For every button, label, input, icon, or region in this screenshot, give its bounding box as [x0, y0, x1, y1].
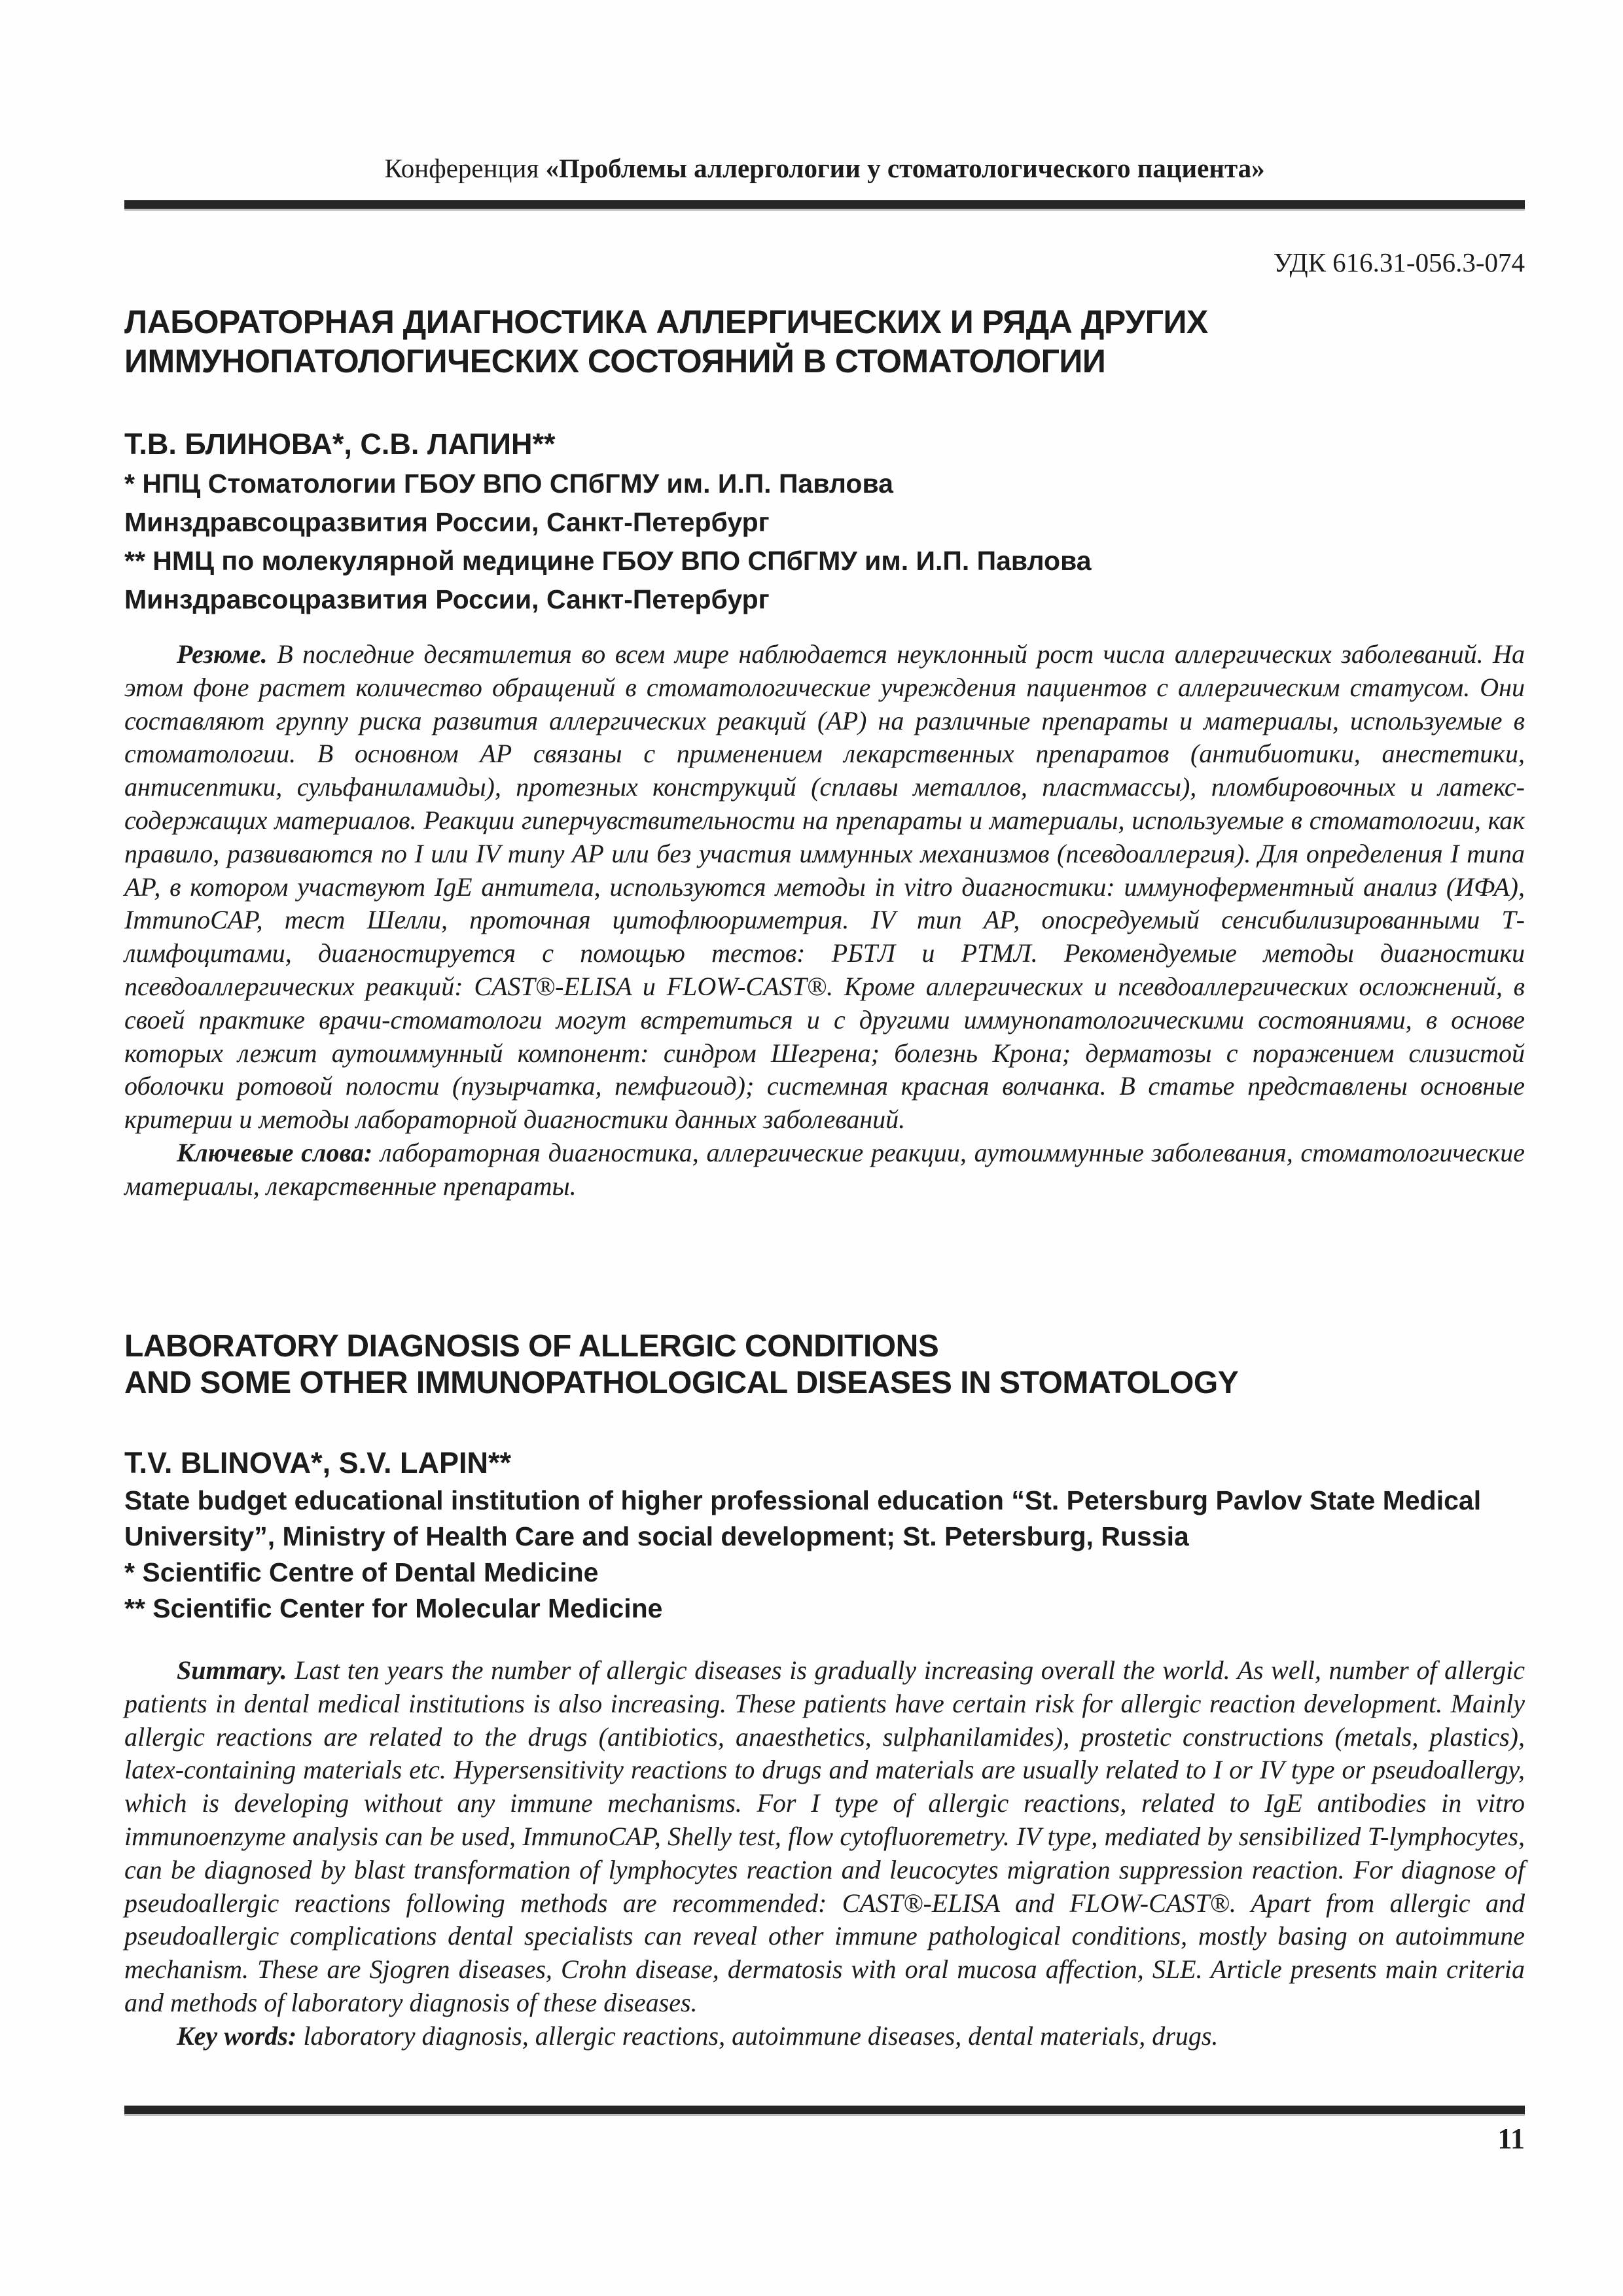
conference-label: Конференция	[384, 153, 539, 183]
keywords-ru-paragraph	[124, 1137, 1525, 1203]
affiliation-en-note2: ** Scientific Center for Molecular Medicine	[124, 1593, 663, 1623]
keywords-en-label: Key words:	[177, 2021, 297, 2051]
affiliation-ru-line4: Минздравсоцразвития России, Санкт-Петербург	[124, 584, 770, 614]
abstract-ru-label: Резюме.	[177, 639, 268, 669]
article-title-ru-line2: ИММУНОПАТОЛОГИЧЕСКИХ СОСТОЯНИЙ В СТОМАТОЛОГИИ	[124, 343, 1106, 380]
header-rule	[124, 200, 1525, 211]
article-title-ru	[124, 302, 1525, 381]
authors-ru: Т.В. БЛИНОВА*, С.В. ЛАПИН**	[124, 427, 556, 461]
page-number: 11	[1497, 2123, 1525, 2155]
abstract-ru-text: В последние десятилетия во всем мире наблюдается неуклонный рост числа аллергических заболеваний. На этом фоне растет количество обращений в стоматологические учреждения пациентов с аллергическим статусом. Они составляют группу риска развития аллергических реакций (АР) на различные препараты и материалы, используемые в стоматологии. В основном АР связаны с применением лекарственных препаратов (антибиотики, анестетики, антисептики, сульфаниламиды), протезных конструкций (сплавы металлов, пластмассы), пломбировочных и латекс-содержащих материалов. Реакции гиперчувствительности на препараты и материалы, используемые в стоматологии, как правило, развиваются по I или IV типу АР или без участия иммунных механизмов (псевдоаллергия). Для определения I типа АР, в котором участвуют IgE антитела, используются методы in vitro диагностики: иммуноферментный анализ (ИФА), ImmunoCAP, тест Шелли, проточная цитофлюориметрия. IV тип АР, опосредуемый сенсибилизированными Т-лимфоцитами, диагностируется с помощью тестов: РБТЛ и РТМЛ. Рекомендуемые методы диагностики псевдоаллергических реакций: CAST®-ELISA и FLOW-CAST®. Кроме аллергических и псевдоаллергических осложнений, в своей практике врачи-стоматологи могут встретиться и с другими иммунопатологическими состояниями, в основе которых лежит аутоиммунный компонент: синдром Шегрена; болезнь Крона; дерматозы с поражением слизистой оболочки ротовой полости (пузырчатка, пемфигоид); системная красная волчанка. В статье представлены основные критерии и методы лабораторной диагностики данных заболеваний.	[124, 639, 1525, 1135]
affiliation-en-note1: * Scientific Centre of Dental Medicine	[124, 1557, 599, 1587]
authors-en: T.V. BLINOVA*, S.V. LAPIN**	[124, 1446, 511, 1479]
conference-title: «Проблемы аллергологии у стоматологического пациента»	[545, 153, 1265, 183]
summary-en-label: Summary.	[177, 1655, 287, 1685]
authors-block-en	[124, 1443, 1525, 1627]
affiliation-ru-line3: ** НМЦ по молекулярной медицине ГБОУ ВПО СПбГМУ им. И.П. Павлова	[124, 546, 1092, 576]
authors-block-ru	[124, 424, 1525, 619]
keywords-en-text: laboratory diagnosis, allergic reactions, autoimmune diseases, dental materials, drugs.	[303, 2021, 1219, 2051]
summary-en-text: Last ten years the number of allergic diseases is gradually increasing overall the world. As well, number of allergic patients in dental medical institutions is also increasing. These patients have certain risk for allergic reaction development. Mainly allergic reactions are related to the drugs (antibiotics, anaesthetics, sulphanilamides), prostetic constructions (metals, plastics), latex-containing materials etc. Hypersensitivity reactions to drugs and materials are usually related to I or IV type or pseudoallergy, which is developing without any immune mechanisms. For I type of allergic reactions, related to IgE antibodies in vitro immunoenzyme analysis can be used, ImmunoCAP, Shelly test, flow cytofluoremetry. IV type, mediated by sensibilized T-lymphocytes, can be diagnosed by blast transformation of lymphocytes reaction and leucocytes migration suppression reaction. For diagnose of pseudoallergic reactions following methods are recommended: CAST®-ELISA and FLOW-CAST®. Apart from allergic and pseudoallergic complications dental specialists can reveal other immune pathological conditions, mostly basing on autoimmune mechanism. These are Sjogren diseases, Crohn disease, dermatosis with oral mucosa affection, SLE. Article presents main criteria and methods of laboratory diagnosis of these diseases.	[124, 1655, 1525, 2017]
udk-number: УДК 616.31-056.3-074	[1273, 247, 1525, 277]
article-title-en-line2: AND SOME OTHER IMMUNOPATHOLOGICAL DISEASES IN STOMATOLOGY	[124, 1366, 1239, 1400]
summary-en-paragraph	[124, 1654, 1525, 2020]
affiliation-ru-line2: Минздравсоцразвития России, Санкт-Петербург	[124, 507, 770, 537]
abstract-ru-paragraph	[124, 638, 1525, 1137]
footer-rule	[124, 2106, 1525, 2116]
article-title-en-line1: LABORATORY DIAGNOSIS OF ALLERGIC CONDITIONS	[124, 1329, 939, 1364]
running-head	[124, 152, 1525, 185]
keywords-en-paragraph	[124, 2020, 1525, 2053]
keywords-ru-label: Ключевые слова:	[177, 1137, 373, 1167]
keywords-ru-text: лабораторная диагностика, аллергические реакции, аутоиммунные заболевания, стоматологические материалы, лекарственные препараты.	[124, 1137, 1525, 1201]
article-title-ru-line1: ЛАБОРАТОРНАЯ ДИАГНОСТИКА АЛЛЕРГИЧЕСКИХ И РЯДА ДРУГИХ	[124, 304, 1208, 340]
article-title-en	[124, 1328, 1525, 1402]
affiliation-ru-line1: * НПЦ Стоматологии ГБОУ ВПО СПбГМУ им. И.П. Павлова	[124, 468, 893, 499]
summary-en	[124, 1654, 1525, 2053]
affiliation-en-institution: State budget educational institution of higher professional education “St. Petersburg Pavlov State Medical University”, Ministry of Health Care and social development; St. Petersburg, Russia	[124, 1485, 1482, 1551]
abstract-ru	[124, 638, 1525, 1203]
